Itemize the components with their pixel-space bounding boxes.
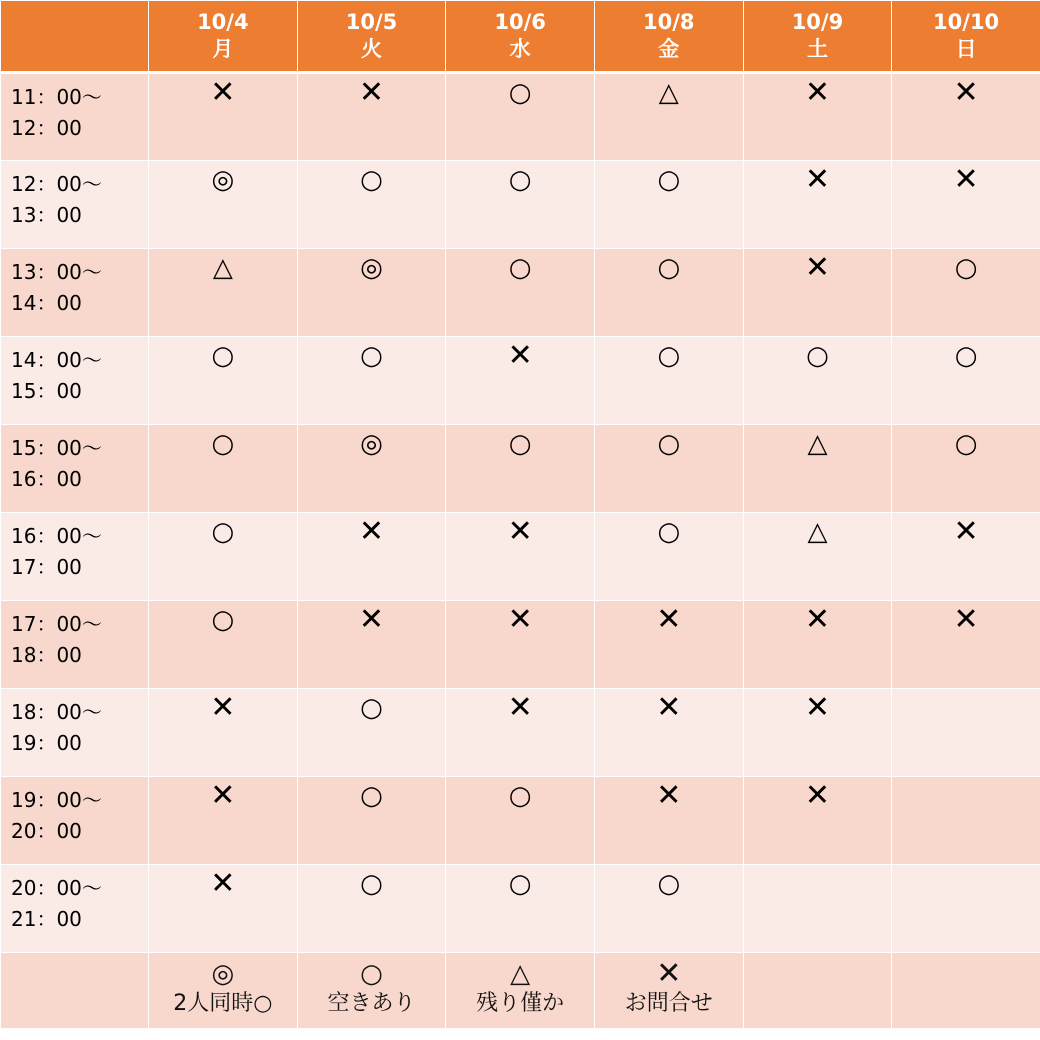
availability-cell: ✕	[446, 689, 595, 777]
time-end: 18：00	[11, 643, 82, 667]
header-corner	[1, 1, 149, 73]
availability-cell: ✕	[743, 601, 892, 689]
legend-symbol: △	[510, 959, 531, 989]
availability-cell	[892, 689, 1040, 777]
availability-cell	[892, 777, 1040, 865]
availability-cell: ✕	[446, 601, 595, 689]
legend-empty-cell	[743, 953, 892, 1029]
time-end: 17：00	[11, 555, 82, 579]
time-slot-row	[1, 513, 1040, 601]
header-weekday: 日	[955, 37, 977, 61]
time-slot-row	[1, 601, 1040, 689]
availability-cell: ◎	[149, 161, 298, 249]
time-start: 17：00〜	[11, 612, 102, 636]
availability-cell: ✕	[446, 513, 595, 601]
availability-cell: ○	[743, 337, 892, 425]
availability-cell: ○	[297, 777, 446, 865]
availability-cell: △	[594, 73, 743, 161]
availability-cell: ✕	[743, 249, 892, 337]
availability-cell: ○	[446, 73, 595, 161]
legend-item	[149, 953, 298, 1029]
availability-cell: ○	[297, 161, 446, 249]
time-slot-row	[1, 337, 1040, 425]
time-start: 12：00〜	[11, 172, 102, 196]
time-start: 15：00〜	[11, 436, 102, 460]
availability-cell: ○	[594, 337, 743, 425]
availability-cell: ○	[446, 865, 595, 953]
availability-cell: ○	[446, 777, 595, 865]
availability-cell	[892, 865, 1040, 953]
header-weekday: 月	[212, 37, 234, 61]
availability-cell: ✕	[594, 689, 743, 777]
availability-cell: ✕	[149, 689, 298, 777]
availability-cell: ✕	[446, 337, 595, 425]
time-cell	[1, 865, 149, 953]
availability-cell: ○	[594, 513, 743, 601]
time-cell	[1, 337, 149, 425]
time-cell	[1, 425, 149, 513]
time-slot-row	[1, 865, 1040, 953]
time-start: 18：00〜	[11, 700, 102, 724]
time-start: 19：00〜	[11, 788, 102, 812]
time-slot-row	[1, 249, 1040, 337]
legend-symbol: ✕	[656, 956, 682, 991]
availability-cell: ✕	[743, 689, 892, 777]
availability-cell: ✕	[743, 777, 892, 865]
legend-item	[297, 953, 446, 1029]
availability-cell: △	[743, 513, 892, 601]
availability-cell	[743, 865, 892, 953]
availability-cell: ✕	[892, 161, 1040, 249]
availability-cell: ✕	[149, 73, 298, 161]
availability-cell: ◎	[297, 425, 446, 513]
time-start: 13：00〜	[11, 260, 102, 284]
availability-cell: ○	[297, 337, 446, 425]
time-end: 16：00	[11, 467, 82, 491]
time-end: 14：00	[11, 291, 82, 315]
time-cell	[1, 249, 149, 337]
availability-cell: ✕	[743, 73, 892, 161]
availability-cell: ✕	[892, 513, 1040, 601]
header-date: 10/8	[643, 10, 695, 34]
header-day	[297, 1, 446, 73]
availability-cell: ✕	[297, 601, 446, 689]
availability-cell: ✕	[892, 601, 1040, 689]
header-weekday: 水	[509, 37, 531, 61]
availability-cell: △	[743, 425, 892, 513]
legend-item	[446, 953, 595, 1029]
availability-cell: ✕	[297, 513, 446, 601]
availability-cell: ○	[594, 865, 743, 953]
header-date: 10/5	[345, 10, 398, 34]
legend-empty-cell	[1, 953, 149, 1029]
availability-cell: ◎	[297, 249, 446, 337]
legend-label: 残り僅か	[476, 991, 565, 1016]
availability-cell: ✕	[594, 601, 743, 689]
time-end: 13：00	[11, 203, 82, 227]
time-end: 20：00	[11, 819, 82, 843]
availability-cell: ○	[892, 249, 1040, 337]
time-cell	[1, 73, 149, 161]
legend-symbol: ○	[360, 959, 383, 989]
availability-cell: ✕	[594, 777, 743, 865]
time-cell	[1, 513, 149, 601]
header-date: 10/9	[791, 10, 844, 34]
header-day	[594, 1, 743, 73]
availability-cell: ○	[446, 249, 595, 337]
time-end: 12：00	[11, 116, 82, 140]
schedule-body	[1, 73, 1040, 1029]
availability-cell: ✕	[149, 865, 298, 953]
legend-item	[594, 953, 743, 1029]
availability-cell: ○	[446, 425, 595, 513]
availability-cell: ✕	[743, 161, 892, 249]
availability-cell: ○	[297, 865, 446, 953]
time-slot-row	[1, 73, 1040, 161]
availability-cell: ○	[594, 161, 743, 249]
availability-cell: ○	[594, 249, 743, 337]
legend-label: 2人同時○	[173, 991, 273, 1016]
availability-cell: ✕	[297, 73, 446, 161]
availability-cell: ○	[149, 337, 298, 425]
availability-cell: ✕	[892, 73, 1040, 161]
availability-cell: ○	[892, 337, 1040, 425]
availability-cell: ○	[892, 425, 1040, 513]
time-slot-row	[1, 425, 1040, 513]
header-weekday: 土	[806, 37, 828, 61]
header-date: 10/6	[494, 10, 546, 34]
availability-cell: ○	[149, 425, 298, 513]
legend-label: 空きあり	[327, 991, 416, 1016]
availability-cell: ○	[594, 425, 743, 513]
header-weekday: 金	[658, 37, 680, 61]
header-weekday: 火	[360, 37, 382, 61]
legend-row	[1, 953, 1040, 1029]
header-date: 10/4	[197, 10, 249, 34]
header-day	[149, 1, 298, 73]
header-day	[446, 1, 595, 73]
time-cell	[1, 777, 149, 865]
time-slot-row	[1, 689, 1040, 777]
time-end: 21：00	[11, 907, 82, 931]
availability-cell: ○	[149, 601, 298, 689]
availability-cell: ✕	[149, 777, 298, 865]
time-slot-row	[1, 161, 1040, 249]
availability-cell: △	[149, 249, 298, 337]
time-start: 11：00〜	[11, 85, 102, 109]
time-start: 16：00〜	[11, 524, 102, 548]
time-cell	[1, 601, 149, 689]
time-start: 14：00〜	[11, 348, 102, 372]
legend-label: お問合せ	[624, 991, 713, 1016]
time-end: 19：00	[11, 731, 82, 755]
availability-cell: ○	[297, 689, 446, 777]
header-day	[743, 1, 892, 73]
time-end: 15：00	[11, 379, 82, 403]
legend-empty-cell	[892, 953, 1040, 1029]
time-cell	[1, 161, 149, 249]
header-day	[892, 1, 1040, 73]
time-start: 20：00〜	[11, 876, 102, 900]
availability-cell: ○	[149, 513, 298, 601]
legend-symbol: ◎	[211, 959, 235, 989]
header-date: 10/10	[933, 10, 1000, 34]
time-cell	[1, 689, 149, 777]
time-slot-row	[1, 777, 1040, 865]
header-row	[1, 1, 1040, 73]
availability-cell: ○	[446, 161, 595, 249]
